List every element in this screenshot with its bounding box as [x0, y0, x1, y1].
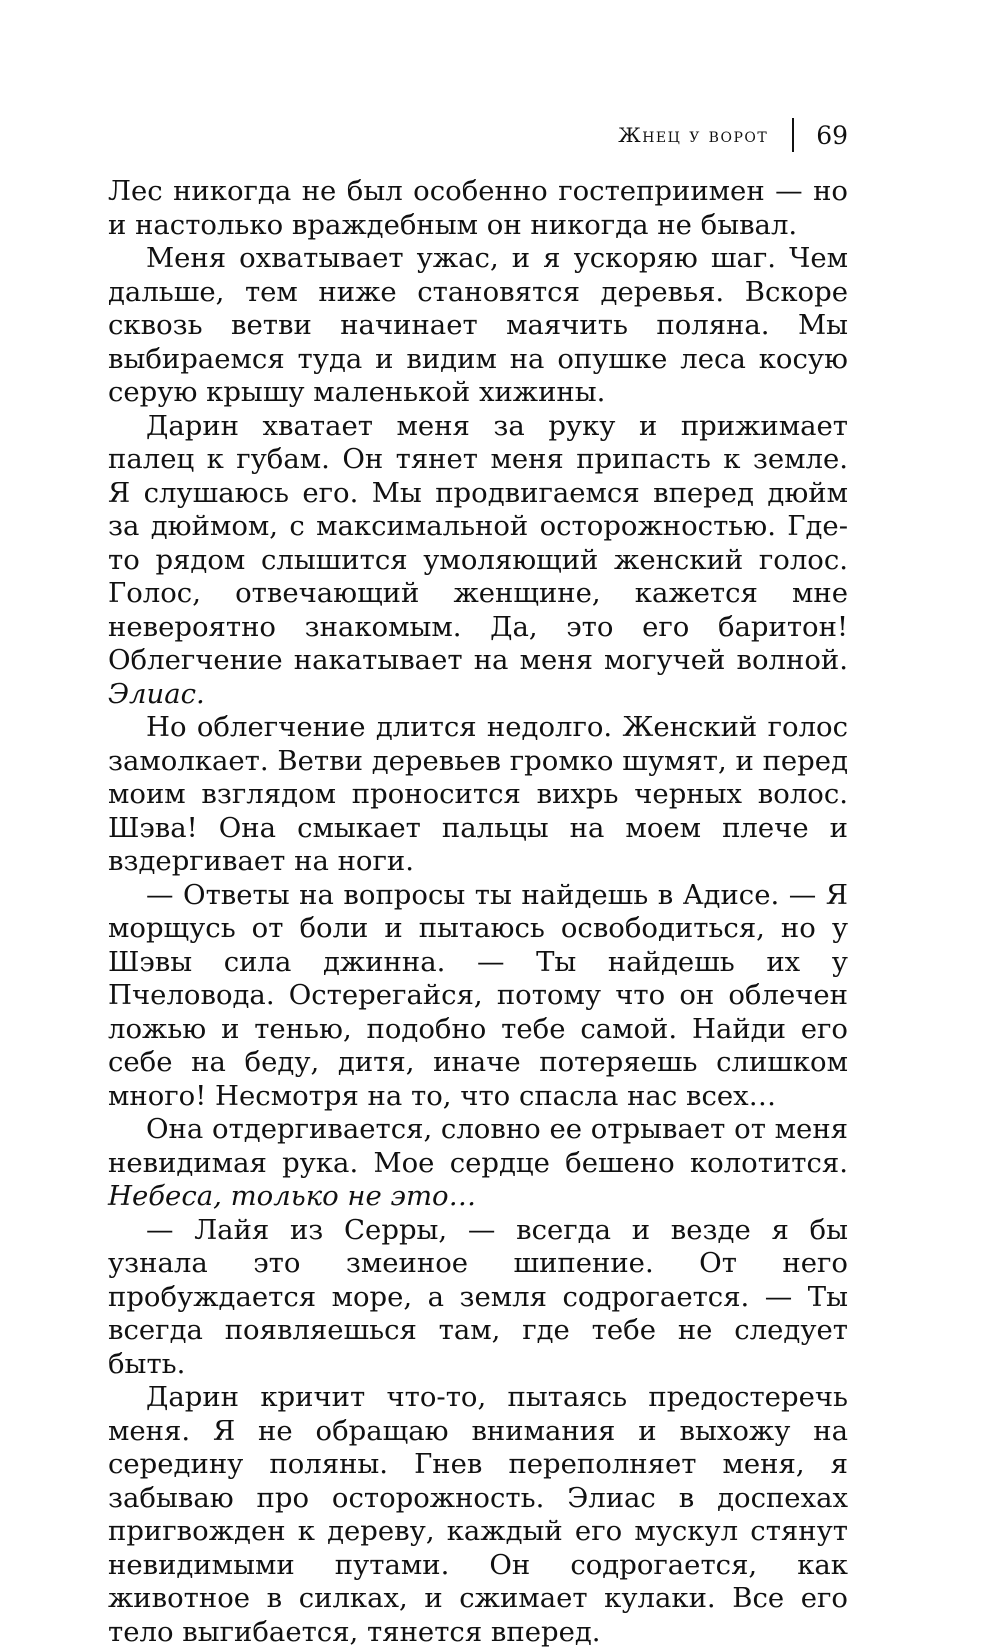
running-title: Жнец у ворот [618, 123, 769, 147]
italic-phrase: Небеса, только не это… [108, 1180, 477, 1212]
italic-phrase: Элиас. [108, 677, 205, 710]
paragraph-6: Она отдергивается, словно ее отрывает от меня невидимая рука. Мое сердце бешено колотится. Небеса, только не это… [108, 1113, 848, 1212]
header-divider [792, 118, 794, 152]
body-text [108, 175, 848, 1649]
paragraph-1: Лес никогда не был особенно гостеприимен — но и настолько враждебным он никогда не бывал. [108, 175, 848, 241]
running-header [618, 118, 848, 152]
paragraph-7: — Лайя из Серры, — всегда и везде я бы узнала это змеиное шипение. От него пробуждается море, а земля содрогается. — Ты всегда появляешься там, где тебе не следует быть. [108, 1213, 848, 1380]
paragraph-5: — Ответы на вопросы ты найдешь в Адисе. — Я морщусь от боли и пытаюсь освободиться, но у Шэвы сила джинна. — Ты найдешь их у Пчеловода. Остерегайся, потому что он облечен ложью и тенью, подобно тебе самой. Найди его себе на беду, дитя, иначе потеряешь слишком много! Несмотря на то, что спасла нас всех… [108, 878, 848, 1112]
paragraph-4: Но облегчение длится недолго. Женский голос замолкает. Ветви деревьев громко шумят, и перед моим взглядом проносится вихрь черных волос. Шэва! Она смыкает пальцы на моем плече и вздергивает на ноги. [108, 711, 848, 877]
page-number: 69 [816, 120, 848, 150]
paragraph-2: Меня охватывает ужас, и я ускоряю шаг. Чем дальше, тем ниже становятся деревья. Вскоре сквозь ветви начинает маячить поляна. Мы выбираемся туда и видим на опушке леса косую серую крышу маленькой хижины. [108, 242, 848, 408]
paragraph-8: Дарин кричит что-то, пытаясь предостеречь меня. Я не обращаю внимания и выхожу на середину поляны. Гнев переполняет меня, я забываю про осторожность. Элиас в доспехах пригвожден к дереву, каждый его мускул стянут невидимыми путами. Он содрогается, как животное в силках, и сжимает кулаки. Все его тело выгибается, тянется вперед. [108, 1381, 848, 1648]
paragraph-3: Дарин хватает меня за руку и прижимает палец к губам. Он тянет меня припасть к земле. Я слушаюсь его. Мы продвигаемся вперед дюйм за дюймом, с максимальной осторожностью. Где-то рядом слышится умоляющий женский голос. Голос, отвечающий женщине, кажется мне невероятно знакомым. Да, это его баритон! Облегчение накатывает на меня могучей волной. Элиас. [108, 409, 848, 710]
